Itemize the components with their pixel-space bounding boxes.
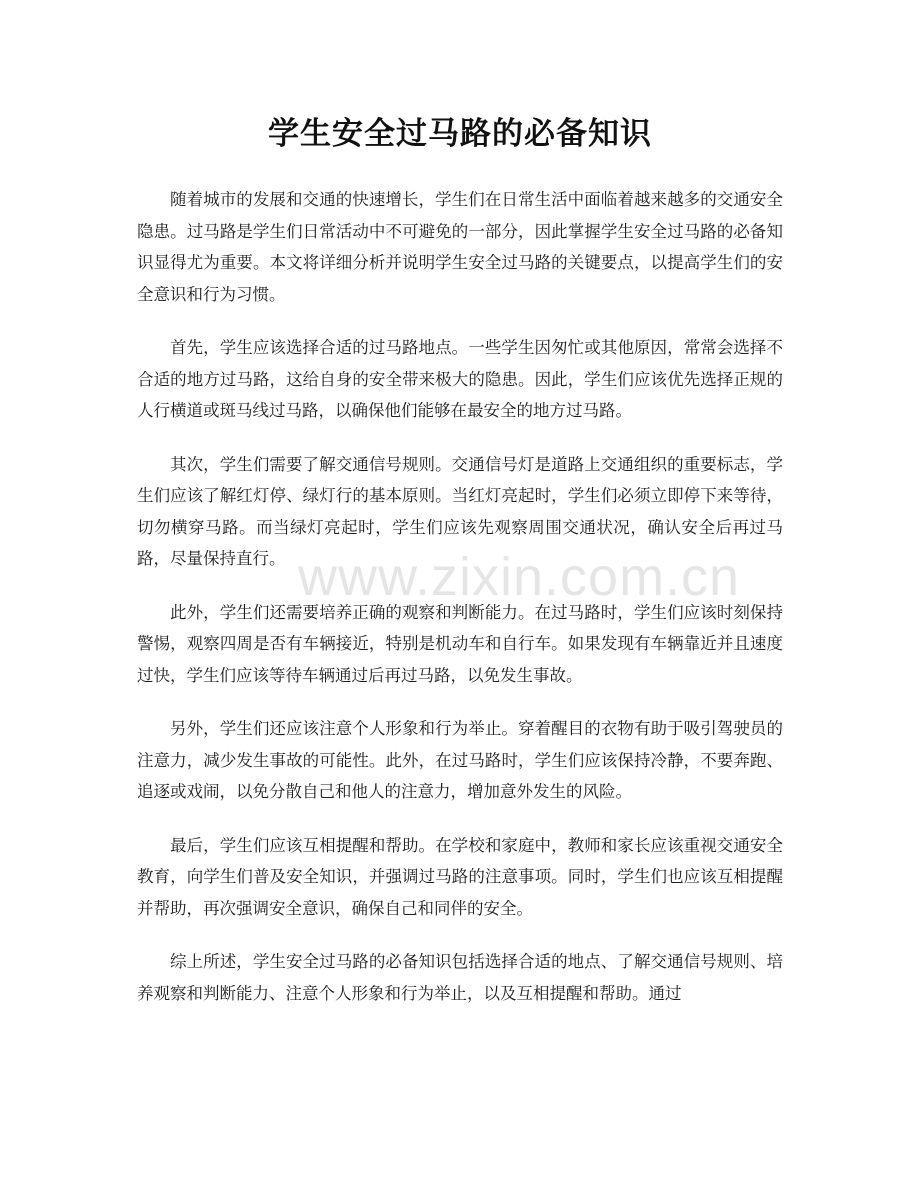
paragraph-intro: 随着城市的发展和交通的快速增长，学生们在日常生活中面临着越来越多的交通安全隐患。过马路是学生们日常活动中不可避免的一部分，因此掌握学生安全过马路的必备知识显得尤为重要。本文将详细分析并说明学生安全过马路的关键要点，以提高学生们的安全意识和行为习惯。 — [137, 190, 783, 304]
paragraph-summary: 综上所述，学生安全过马路的必备知识包括选择合适的地点、了解交通信号规则、培养观察和判断能力、注意个人形象和行为举止，以及互相提醒和帮助。通过 — [137, 952, 783, 1003]
paragraph-location: 首先，学生应该选择合适的过马路地点。一些学生因匆忙或其他原因，常常会选择不合适的地方过马路，这给自身的安全带来极大的隐患。因此，学生们应该优先选择正规的人行横道或斑马线过马路，以确保他们能够在最安全的地方过马路。 — [137, 338, 783, 420]
document-title: 学生安全过马路的必备知识 — [268, 116, 652, 152]
paragraph-observation: 此外，学生们还需要培养正确的观察和判断能力。在过马路时，学生们应该时刻保持警惕，观察四周是否有车辆接近，特别是机动车和自行车。如果发现有车辆靠近并且速度过快，学生们应该等待车辆通过后再过马路，以免发生事故。 — [137, 602, 783, 685]
watermark: www.zixin.com.cn — [298, 547, 741, 607]
paragraph-mutual-help: 最后，学生们应该互相提醒和帮助。在学校和家庭中，教师和家长应该重视交通安全教育，向学生们普及安全知识，并强调过马路的注意事项。同时，学生们也应该互相提醒并帮助，再次强调安全意识，确保自己和同伴的安全。 — [137, 835, 783, 918]
document-body — [137, 184, 783, 1031]
paragraph-appearance: 另外，学生们还应该注意个人形象和行为举止。穿着醒目的衣物有助于吸引驾驶员的注意力，减少发生事故的可能性。此外，在过马路时，学生们应该保持冷静，不要奔跑、追逐或戏闹，以免分散自己和他人的注意力，增加意外发生的风险。 — [137, 719, 783, 801]
paragraph-signals: 其次，学生们需要了解交通信号规则。交通信号灯是道路上交通组织的重要标志，学生们应该了解红灯停、绿灯行的基本原则。当红灯亮起时，学生们必须立即停下来等待，切勿横穿马路。而当绿灯亮起时，学生们应该先观察周围交通状况，确认安全后再过马路，尽量保持直行。 — [137, 454, 783, 568]
